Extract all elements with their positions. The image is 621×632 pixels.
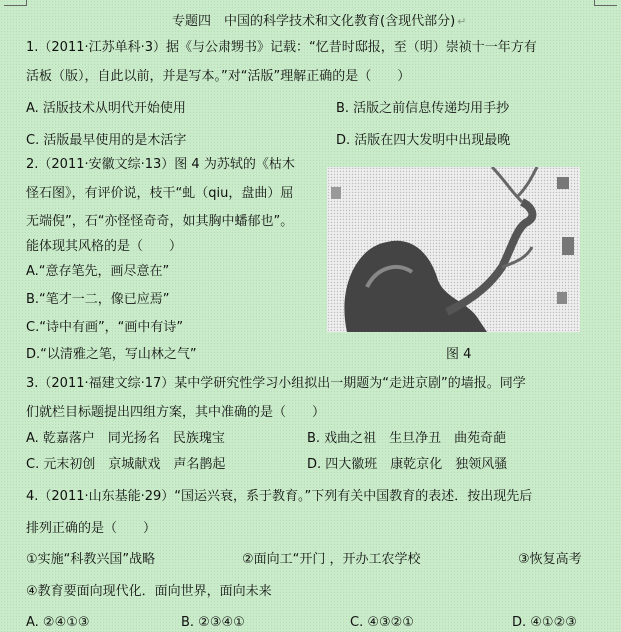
q1-line-2: 活板（版），自此以前，并是写本。”对“活版”理解正确的是（ ） [26,69,411,84]
q4-option-a: A. ②④①③ [26,615,90,630]
q1-option-a: A. 活版技术从明代开始使用 [26,101,186,116]
q2-option-a: A.“意存笔先，画尽意在” [26,264,170,279]
q1-line-1: 1.（2011·江苏单科·3）据《与公肃甥书》记载：“忆昔时邸报，至（明）崇祯十一年方有 [26,40,537,55]
q3-option-d: D. 四大徽班 康乾京化 独领风骚 [307,457,508,472]
q2-line-1: 2.（2011·安徽文综·13）图 4 为苏轼的《枯木 [26,157,295,172]
q3-option-a: A. 乾嘉落户 同光扬名 民族瑰宝 [26,431,225,446]
q2-option-b: B.“笔才一二，像已应焉” [26,292,170,307]
q1-option-c: C. 活版最早使用的是木活字 [26,133,187,148]
q4-line-2: 排列正确的是（ ） [26,521,157,536]
q4-item-3: ③恢复高考 [518,552,582,567]
q2-option-c: C.“诗中有画”，“画中有诗” [26,320,184,335]
q2-line-2: 怪石图》，有评价说，枝干“虬（qiu，盘曲）屈 [26,186,294,201]
q3-option-b: B. 戏曲之祖 生旦净丑 曲苑奇葩 [307,431,507,446]
crop-mark [594,0,617,6]
q3-option-c: C. 元末初创 京城献戏 声名鹊起 [26,457,226,472]
painting-image [327,167,580,332]
q1-option-b: B. 活版之前信息传递均用手抄 [336,101,510,116]
figure-caption: 图 4 [446,347,472,362]
q3-line-1: 3.（2011·福建文综·17）某中学研究性学习小组拟出一期题为“走进京剧”的墙报。同学 [26,376,526,391]
q3-line-2: 们就栏目标题提出四组方案，其中准确的是（ ） [26,405,326,420]
q2-line-3: 无端倪”，石“亦怪怪奇奇，如其胸中蟠郁也”。 [26,214,294,229]
q4-item-4: ④教育要面向现代化．面向世界，面向未来 [26,584,272,599]
q4-line-1: 4.（2011·山东基能·29）“国运兴衰，系于教育。”下列有关中国教育的表述．按出现先后 [26,489,533,504]
q4-item-1: ①实施“科教兴国”战略 [26,552,156,567]
crop-mark [4,0,27,6]
q4-option-b: B. ②③④① [181,615,245,630]
q4-item-2: ②面向工“开门 ，开办工农学校 [242,552,421,567]
q2-line-4: 能体现其风格的是（ ） [26,239,183,254]
q4-option-c: C. ④③②① [350,615,414,630]
q4-option-d: D. ④①②③ [512,615,577,630]
q1-option-d: D. 活版在四大发明中出现最晚 [336,133,511,148]
q2-option-d: D.“以清雅之笔，写山林之气” [26,347,197,362]
document-title: 专题四 中国的科学技术和文化教育(含现代部分) ↵ [172,14,467,29]
